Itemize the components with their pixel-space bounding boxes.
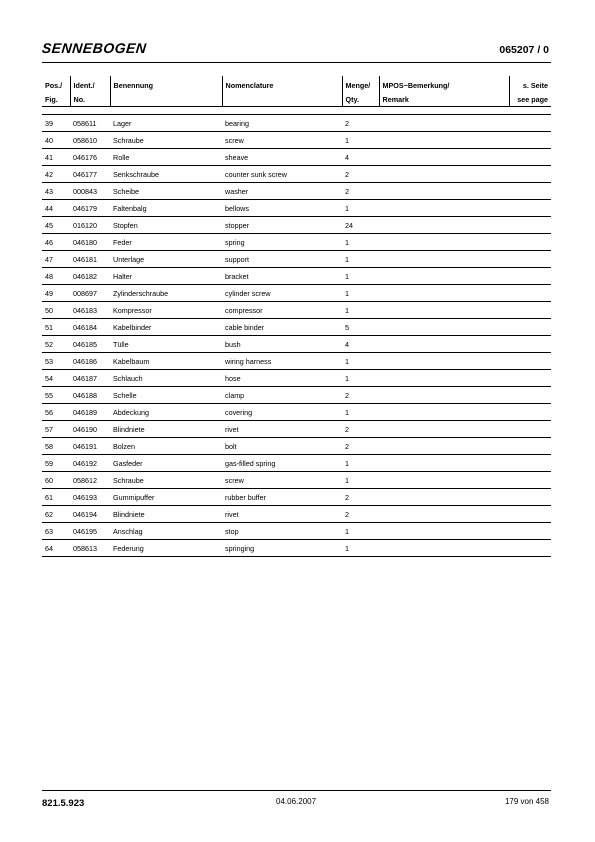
benennung-cell: Lager — [110, 115, 222, 132]
seite-cell — [509, 115, 551, 132]
table-body — [42, 107, 551, 557]
seite-cell — [509, 506, 551, 523]
seite-cell — [509, 540, 551, 557]
benennung-cell: Blindniete — [110, 506, 222, 523]
nomenclature-cell: springing — [222, 540, 342, 557]
menge-cell: 4 — [342, 336, 379, 353]
seite-cell — [509, 353, 551, 370]
benennung-cell: Feder — [110, 234, 222, 251]
seite-cell — [509, 387, 551, 404]
pos-cell: 61 — [42, 489, 70, 506]
seite-cell — [509, 183, 551, 200]
table-row — [42, 387, 551, 404]
nomenclature-cell: rivet — [222, 421, 342, 438]
mpos-cell — [379, 353, 509, 370]
col-mpos-header: MPOS~Bemerkung/ — [379, 76, 509, 92]
table-row — [42, 285, 551, 302]
mpos-cell — [379, 251, 509, 268]
pos-cell: 42 — [42, 166, 70, 183]
menge-cell: 1 — [342, 523, 379, 540]
menge-cell: 5 — [342, 319, 379, 336]
ident-cell: 046195 — [70, 523, 110, 540]
mpos-cell — [379, 540, 509, 557]
ident-cell: 046182 — [70, 268, 110, 285]
ident-cell: 046186 — [70, 353, 110, 370]
nomenclature-cell: stop — [222, 523, 342, 540]
footer-rule — [42, 790, 551, 791]
seite-cell — [509, 472, 551, 489]
mpos-cell — [379, 421, 509, 438]
nomenclature-cell: screw — [222, 132, 342, 149]
nomenclature-cell: support — [222, 251, 342, 268]
col-menge-header: Menge/ — [342, 76, 379, 92]
mpos-cell — [379, 506, 509, 523]
pos-cell: 52 — [42, 336, 70, 353]
mpos-cell — [379, 285, 509, 302]
ident-cell: 008697 — [70, 285, 110, 302]
mpos-cell — [379, 217, 509, 234]
menge-cell: 1 — [342, 234, 379, 251]
nomenclature-cell: rubber buffer — [222, 489, 342, 506]
pos-cell: 41 — [42, 149, 70, 166]
col-see-page-header: see page — [509, 92, 551, 107]
seite-cell — [509, 489, 551, 506]
seite-cell — [509, 200, 551, 217]
mpos-cell — [379, 489, 509, 506]
ident-cell: 046180 — [70, 234, 110, 251]
table-row — [42, 523, 551, 540]
mpos-cell — [379, 166, 509, 183]
table-row — [42, 353, 551, 370]
table-row — [42, 438, 551, 455]
benennung-cell: Senkschraube — [110, 166, 222, 183]
mpos-cell — [379, 472, 509, 489]
ident-cell: 046183 — [70, 302, 110, 319]
nomenclature-cell: washer — [222, 183, 342, 200]
footer-date: 04.06.2007 — [276, 797, 317, 806]
nomenclature-cell: bearing — [222, 115, 342, 132]
mpos-cell — [379, 149, 509, 166]
benennung-cell: Federung — [110, 540, 222, 557]
mpos-cell — [379, 370, 509, 387]
parts-table — [42, 76, 551, 557]
ident-cell: 058611 — [70, 115, 110, 132]
pos-cell: 45 — [42, 217, 70, 234]
table-row — [42, 149, 551, 166]
seite-cell — [509, 251, 551, 268]
col-pos-header: Pos./ — [45, 80, 63, 90]
table-row — [42, 506, 551, 523]
nomenclature-cell: compressor — [222, 302, 342, 319]
menge-cell: 2 — [342, 506, 379, 523]
ident-cell: 046190 — [70, 421, 110, 438]
seite-cell — [509, 302, 551, 319]
benennung-cell: Kabelbaum — [110, 353, 222, 370]
ident-cell: 058610 — [70, 132, 110, 149]
mpos-cell — [379, 387, 509, 404]
col-seite-header: s. Seite — [509, 76, 551, 92]
ident-cell: 058612 — [70, 472, 110, 489]
benennung-cell: Faltenbalg — [110, 200, 222, 217]
nomenclature-cell: bolt — [222, 438, 342, 455]
col-no-header: No. — [70, 92, 110, 107]
col-qty-header: Qty. — [342, 92, 379, 107]
col-fig-header: Fig. — [42, 92, 70, 107]
table-row — [42, 455, 551, 472]
ident-cell: 046191 — [70, 438, 110, 455]
menge-cell: 1 — [342, 455, 379, 472]
seite-cell — [509, 217, 551, 234]
pos-cell: 47 — [42, 251, 70, 268]
pos-cell: 51 — [42, 319, 70, 336]
nomenclature-cell: stopper — [222, 217, 342, 234]
table-row — [42, 421, 551, 438]
seite-cell — [509, 404, 551, 421]
header-rule — [42, 62, 551, 63]
menge-cell: 1 — [342, 132, 379, 149]
benennung-cell: Unterlage — [110, 251, 222, 268]
nomenclature-cell: counter sunk screw — [222, 166, 342, 183]
table-row — [42, 166, 551, 183]
nomenclature-cell: clamp — [222, 387, 342, 404]
menge-cell: 2 — [342, 115, 379, 132]
table-row — [42, 268, 551, 285]
table-row — [42, 472, 551, 489]
seite-cell — [509, 370, 551, 387]
table-row — [42, 132, 551, 149]
table-row — [42, 540, 551, 557]
benennung-cell: Schelle — [110, 387, 222, 404]
ident-cell: 016120 — [70, 217, 110, 234]
ident-cell: 046194 — [70, 506, 110, 523]
benennung-cell: Anschlag — [110, 523, 222, 540]
pos-cell: 50 — [42, 302, 70, 319]
benennung-cell: Kompressor — [110, 302, 222, 319]
menge-cell: 4 — [342, 149, 379, 166]
menge-cell: 1 — [342, 200, 379, 217]
table-row — [42, 251, 551, 268]
benennung-cell: Halter — [110, 268, 222, 285]
nomenclature-cell: bush — [222, 336, 342, 353]
nomenclature-cell: wiring harness — [222, 353, 342, 370]
footer-page-count: 179 von 458 — [504, 797, 549, 806]
menge-cell: 1 — [342, 370, 379, 387]
pos-cell: 43 — [42, 183, 70, 200]
nomenclature-cell: sheave — [222, 149, 342, 166]
benennung-cell: Abdeckung — [110, 404, 222, 421]
ident-cell: 046187 — [70, 370, 110, 387]
menge-cell: 1 — [342, 251, 379, 268]
menge-cell: 2 — [342, 489, 379, 506]
menge-cell: 2 — [342, 166, 379, 183]
benennung-cell: Blindniete — [110, 421, 222, 438]
mpos-cell — [379, 234, 509, 251]
seite-cell — [509, 166, 551, 183]
nomenclature-cell: hose — [222, 370, 342, 387]
ident-cell: 000843 — [70, 183, 110, 200]
pos-cell: 62 — [42, 506, 70, 523]
benennung-cell: Rolle — [110, 149, 222, 166]
mpos-cell — [379, 438, 509, 455]
benennung-cell: Tülle — [110, 336, 222, 353]
ident-cell: 046193 — [70, 489, 110, 506]
mpos-cell — [379, 200, 509, 217]
table-row — [42, 319, 551, 336]
pos-cell: 53 — [42, 353, 70, 370]
ident-cell: 046181 — [70, 251, 110, 268]
benennung-cell: Stopfen — [110, 217, 222, 234]
col-nomenclature-header: Nomenclature — [222, 76, 342, 92]
table-row — [42, 370, 551, 387]
pos-cell: 56 — [42, 404, 70, 421]
col-benennung-header: Benennung — [110, 76, 222, 92]
nomenclature-cell: screw — [222, 472, 342, 489]
benennung-cell: Scheibe — [110, 183, 222, 200]
menge-cell: 2 — [342, 438, 379, 455]
pos-cell: 54 — [42, 370, 70, 387]
seite-cell — [509, 455, 551, 472]
nomenclature-cell: covering — [222, 404, 342, 421]
document-number: 065207 / 0 — [499, 44, 549, 56]
sennebogen-logo: SENNEBOGEN — [41, 40, 148, 56]
ident-cell: 046189 — [70, 404, 110, 421]
benennung-cell: Schraube — [110, 472, 222, 489]
mpos-cell — [379, 115, 509, 132]
table-row — [42, 217, 551, 234]
ident-cell: 046177 — [70, 166, 110, 183]
table-row — [42, 115, 551, 132]
pos-cell: 60 — [42, 472, 70, 489]
menge-cell: 2 — [342, 421, 379, 438]
table-header-row-1 — [42, 76, 551, 92]
ident-cell: 046188 — [70, 387, 110, 404]
menge-cell: 2 — [342, 183, 379, 200]
table-row — [42, 404, 551, 421]
seite-cell — [509, 438, 551, 455]
pos-cell: 44 — [42, 200, 70, 217]
menge-cell: 1 — [342, 353, 379, 370]
menge-cell: 2 — [342, 387, 379, 404]
nomenclature-cell: rivet — [222, 506, 342, 523]
pos-cell: 59 — [42, 455, 70, 472]
pos-cell: 63 — [42, 523, 70, 540]
seite-cell — [509, 285, 551, 302]
menge-cell: 1 — [342, 285, 379, 302]
mpos-cell — [379, 455, 509, 472]
pos-cell: 46 — [42, 234, 70, 251]
nomenclature-cell: gas-filled spring — [222, 455, 342, 472]
seite-cell — [509, 132, 551, 149]
pos-cell: 49 — [42, 285, 70, 302]
pos-cell: 39 — [42, 115, 70, 132]
benennung-cell: Gasfeder — [110, 455, 222, 472]
table-row — [42, 489, 551, 506]
seite-cell — [509, 336, 551, 353]
col-nomenclature-header-2 — [222, 92, 342, 107]
col-benennung-header-2 — [110, 92, 222, 107]
menge-cell: 1 — [342, 404, 379, 421]
ident-cell: 046184 — [70, 319, 110, 336]
menge-cell: 1 — [342, 540, 379, 557]
table-row — [42, 336, 551, 353]
mpos-cell — [379, 183, 509, 200]
seite-cell — [509, 268, 551, 285]
benennung-cell: Schlauch — [110, 370, 222, 387]
menge-cell: 1 — [342, 268, 379, 285]
mpos-cell — [379, 523, 509, 540]
pos-cell: 57 — [42, 421, 70, 438]
table-row — [42, 200, 551, 217]
seite-cell — [509, 421, 551, 438]
col-ident-header: Ident./ — [70, 76, 110, 92]
mpos-cell — [379, 404, 509, 421]
pos-cell: 58 — [42, 438, 70, 455]
menge-cell: 24 — [342, 217, 379, 234]
ident-cell: 046185 — [70, 336, 110, 353]
footer-document-number: 821.5.923 — [42, 798, 85, 809]
nomenclature-cell: cylinder screw — [222, 285, 342, 302]
nomenclature-cell: cable binder — [222, 319, 342, 336]
pos-cell: 64 — [42, 540, 70, 557]
benennung-cell: Kabelbinder — [110, 319, 222, 336]
ident-cell: 046179 — [70, 200, 110, 217]
pos-cell: 48 — [42, 268, 70, 285]
ident-cell: 046176 — [70, 149, 110, 166]
ident-cell: 058613 — [70, 540, 110, 557]
nomenclature-cell: bracket — [222, 268, 342, 285]
pos-cell: 40 — [42, 132, 70, 149]
benennung-cell: Schraube — [110, 132, 222, 149]
seite-cell — [509, 523, 551, 540]
nomenclature-cell: spring — [222, 234, 342, 251]
seite-cell — [509, 234, 551, 251]
mpos-cell — [379, 268, 509, 285]
mpos-cell — [379, 336, 509, 353]
header-spacer — [42, 107, 551, 115]
benennung-cell: Zylinderschraube — [110, 285, 222, 302]
mpos-cell — [379, 302, 509, 319]
mpos-cell — [379, 132, 509, 149]
table-row — [42, 183, 551, 200]
pos-cell: 55 — [42, 387, 70, 404]
table-row — [42, 302, 551, 319]
seite-cell — [509, 319, 551, 336]
nomenclature-cell: bellows — [222, 200, 342, 217]
seite-cell — [509, 149, 551, 166]
ident-cell: 046192 — [70, 455, 110, 472]
col-remark-header: Remark — [379, 92, 509, 107]
menge-cell: 1 — [342, 302, 379, 319]
menge-cell: 1 — [342, 472, 379, 489]
benennung-cell: Gummipuffer — [110, 489, 222, 506]
mpos-cell — [379, 319, 509, 336]
table-row — [42, 234, 551, 251]
benennung-cell: Bolzen — [110, 438, 222, 455]
table-header-row-2 — [42, 92, 551, 107]
